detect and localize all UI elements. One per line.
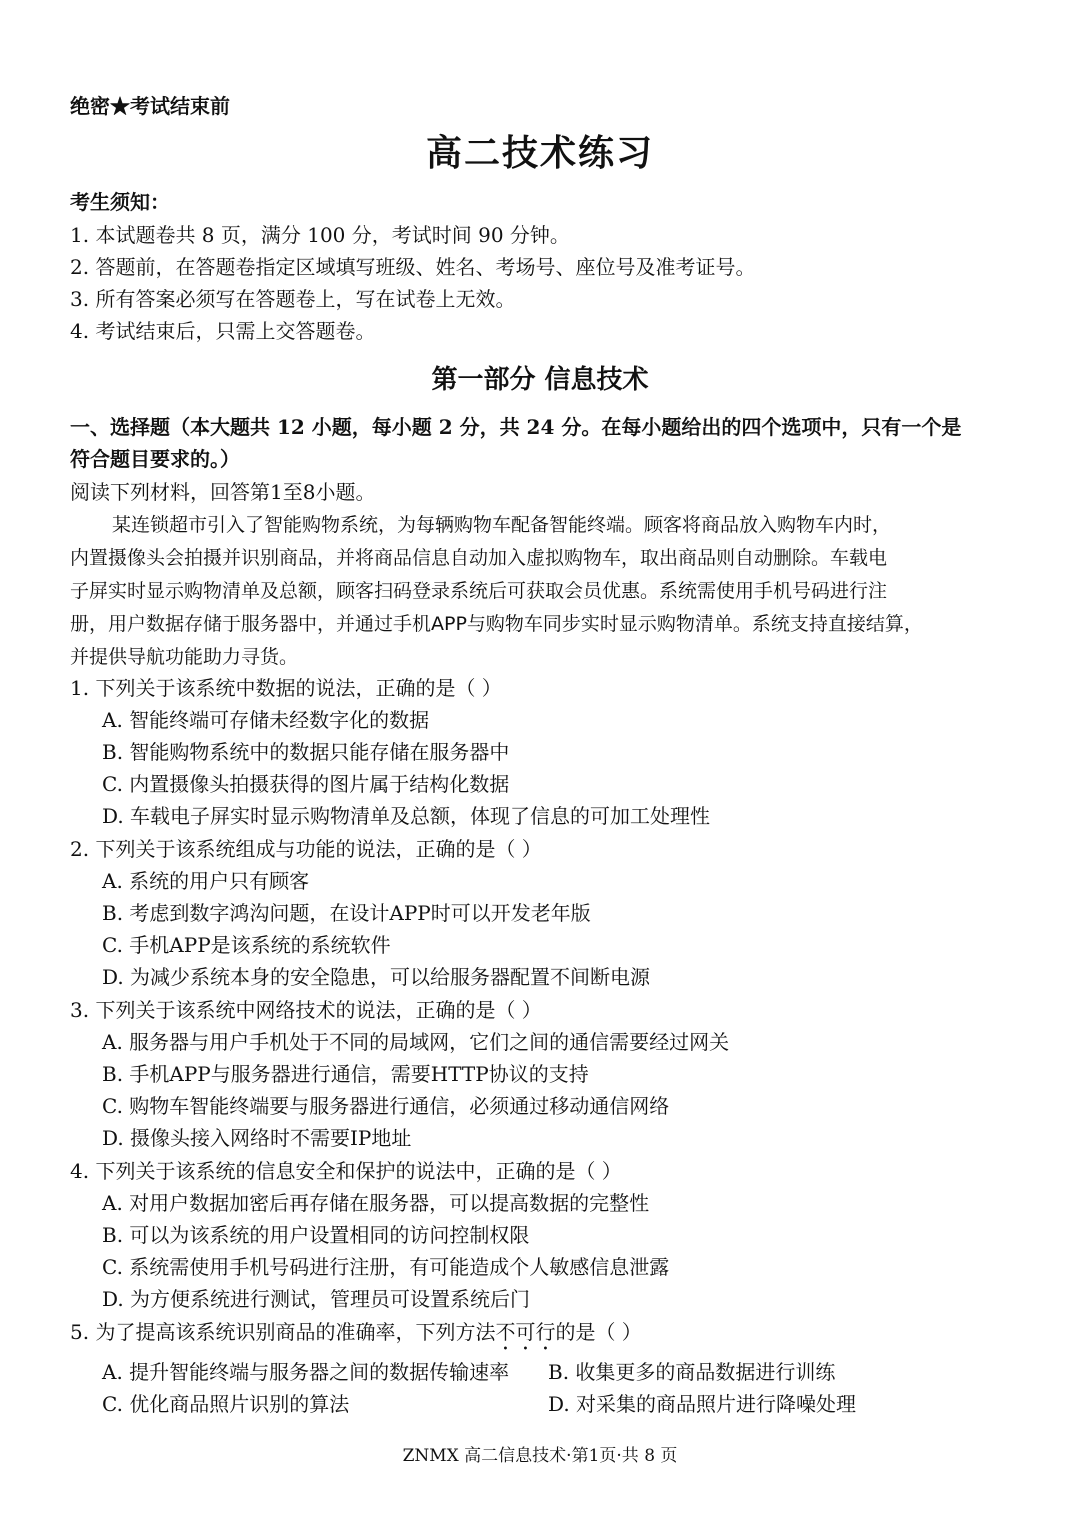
- question-option: A. 系统的用户只有顾客: [102, 869, 310, 893]
- question-stem-text: 的是（ ）: [555, 1320, 642, 1344]
- question-stem: 1. 下列关于该系统中数据的说法，正确的是（ ）: [70, 676, 502, 700]
- notice-heading: 考生须知：: [70, 190, 170, 214]
- question-option: A. 服务器与用户手机处于不同的局域网，它们之间的通信需要经过网关: [102, 1030, 730, 1054]
- question-option: B. 智能购物系统中的数据只能存储在服务器中: [102, 740, 510, 764]
- question-option: B. 手机APP与服务器进行通信，需要HTTP协议的支持: [102, 1062, 589, 1086]
- question-stem-text: 5. 为了提高该系统识别商品的准确率，下列方法: [70, 1320, 496, 1344]
- section-instruction: 阅读下列材料，回答第1至8小题。: [70, 480, 376, 504]
- emphasis-text: 不可行: [495, 1320, 556, 1344]
- material-paragraph: 册，用户数据存储于服务器中，并通过手机APP与购物车同步实时显示购物清单。系统支持直接结算，: [70, 613, 923, 635]
- question-stem: 4. 下列关于该系统的信息安全和保护的说法中，正确的是（ ）: [70, 1159, 622, 1183]
- notice-item: 2. 答题前，在答题卷指定区域填写班级、姓名、考场号、座位号及准考证号。: [70, 255, 756, 279]
- notice-item: 4. 考试结束后，只需上交答题卷。: [70, 319, 376, 343]
- section-heading-cont: 符合题目要求的。）: [70, 447, 240, 471]
- question-option: C. 优化商品照片识别的算法: [102, 1392, 350, 1416]
- question-option: D. 为减少系统本身的安全隐患，可以给服务器配置不间断电源: [102, 965, 651, 989]
- question-option: B. 收集更多的商品数据进行训练: [548, 1360, 836, 1384]
- question-option: A. 智能终端可存储未经数字化的数据: [102, 708, 430, 732]
- page-title: 高二技术练习: [425, 132, 654, 174]
- question-option: C. 手机APP是该系统的系统软件: [102, 933, 391, 957]
- question-option: D. 为方便系统进行测试，管理员可设置系统后门: [102, 1287, 531, 1311]
- section-heading: 一、选择题（本大题共 12 小题，每小题 2 分，共 24 分。在每小题给出的四个选项中，只有一个是: [70, 415, 962, 439]
- question-option: B. 可以为该系统的用户设置相同的访问控制权限: [102, 1223, 530, 1247]
- question-option: C. 购物车智能终端要与服务器进行通信，必须通过移动通信网络: [102, 1094, 670, 1118]
- question-stem: 2. 下列关于该系统组成与功能的说法，正确的是（ ）: [70, 837, 542, 861]
- question-option: D. 摄像头接入网络时不需要IP地址: [102, 1126, 412, 1150]
- material-paragraph: 并提供导航功能助力寻货。: [70, 646, 299, 668]
- page-footer: ZNMX 高二信息技术·第1页·共 8 页: [402, 1446, 678, 1466]
- question-stem: [70, 1316, 642, 1355]
- question-option: A. 提升智能终端与服务器之间的数据传输速率: [102, 1360, 510, 1384]
- part-title: 第一部分 信息技术: [431, 365, 649, 395]
- question-option: D. 车载电子屏实时显示购物清单及总额，体现了信息的可加工处理性: [102, 804, 711, 828]
- notice-item: 3. 所有答案必须写在答题卷上，写在试卷上无效。: [70, 287, 516, 311]
- material-paragraph: 内置摄像头会拍摄并识别商品，并将商品信息自动加入虚拟购物车，取出商品则自动删除。车载电: [70, 547, 888, 569]
- secret-label: 绝密★考试结束前: [70, 94, 230, 118]
- material-paragraph: 子屏实时显示购物清单及总额，顾客扫码登录系统后可获取会员优惠。系统需使用手机号码进行注: [70, 580, 888, 602]
- question-option: C. 系统需使用手机号码进行注册，有可能造成个人敏感信息泄露: [102, 1255, 670, 1279]
- question-option: A. 对用户数据加密后再存储在服务器，可以提高数据的完整性: [102, 1191, 650, 1215]
- question-option: D. 对采集的商品照片进行降噪处理: [548, 1392, 857, 1416]
- question-option: C. 内置摄像头拍摄获得的图片属于结构化数据: [102, 772, 510, 796]
- question-stem: 3. 下列关于该系统中网络技术的说法，正确的是（ ）: [70, 998, 542, 1022]
- material-paragraph: 某连锁超市引入了智能购物系统，为每辆购物车配备智能终端。顾客将商品放入购物车内时，: [112, 514, 892, 536]
- notice-item: 1. 本试题卷共 8 页，满分 100 分，考试时间 90 分钟。: [70, 223, 570, 247]
- question-option: B. 考虑到数字鸿沟问题，在设计APP时可以开发老年版: [102, 901, 591, 925]
